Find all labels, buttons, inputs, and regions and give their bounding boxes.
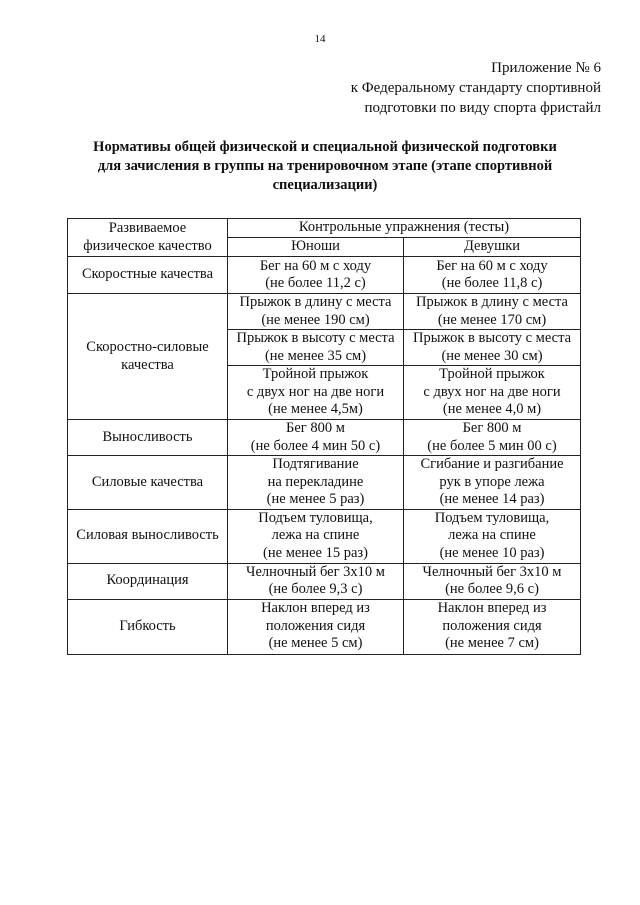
cell-line: (не менее 7 см) — [445, 635, 539, 652]
cell-line: (не менее 30 см) — [441, 347, 543, 364]
header-quality-line: Развиваемое — [108, 220, 187, 236]
appendix-line: подготовки по виду спорта фристайл — [364, 100, 601, 116]
cell-line: положения сидя — [265, 617, 366, 634]
title-line: для зачисления в группы на тренировочном этапе (этапе спортивной — [97, 158, 553, 174]
cell-line: Тройной прыжок — [439, 366, 545, 383]
page-number: 14 — [314, 33, 326, 45]
cell-line: на перекладине — [267, 473, 364, 490]
girls-norm-cell — [404, 456, 581, 510]
table-header — [68, 219, 581, 257]
cell-line: Сгибание и разгибание — [420, 456, 564, 472]
appendix-line: к Федеральному стандарту спортивной — [350, 80, 601, 96]
cell-line: лежа на спине — [448, 527, 536, 544]
table-row — [68, 456, 581, 510]
table-row — [68, 563, 581, 599]
cell-line: (не менее 15 раз) — [263, 544, 368, 561]
table-body — [68, 257, 581, 655]
girls-norm-cell — [404, 330, 581, 366]
cell-line: (не более 5 мин 00 с) — [427, 437, 557, 454]
girls-norm-cell — [404, 294, 581, 330]
girls-norm-cell — [404, 509, 581, 563]
cell-line: Бег 800 м — [286, 420, 345, 436]
boys-norm-cell — [228, 294, 404, 330]
quality-cell — [68, 563, 228, 599]
cell-line: (не менее 5 см) — [268, 635, 363, 652]
cell-line: (не более 9,3 с) — [268, 581, 363, 597]
standards-table — [67, 218, 581, 655]
cell-line: (не менее 4,5м) — [268, 401, 363, 418]
table-row — [68, 509, 581, 563]
cell-line: Подъем туловища, — [434, 509, 550, 526]
cell-line: (не менее 4,0 м) — [442, 401, 542, 418]
appendix-note — [351, 58, 601, 118]
girls-norm-cell — [404, 257, 581, 294]
appendix-line: Приложение № 6 — [491, 60, 601, 76]
girls-norm-cell — [404, 420, 581, 456]
cell-line: (не менее 190 см) — [261, 311, 370, 328]
table-row — [68, 420, 581, 456]
cell-line: положения сидя — [442, 617, 542, 634]
cell-line: Тройной прыжок — [262, 366, 369, 383]
quality-cell — [68, 599, 228, 654]
header-quality — [68, 219, 228, 257]
cell-line: Прыжок в высоту с места — [412, 330, 572, 346]
cell-line: Скоростно-силовые — [86, 339, 209, 355]
cell-line: (не более 9,6 с) — [445, 581, 539, 597]
cell-line: Наклон вперед из — [261, 600, 370, 617]
girls-norm-cell — [404, 599, 581, 654]
cell-line: Силовые качества — [91, 473, 204, 490]
cell-line: Бег на 60 м с ходу — [259, 257, 372, 274]
boys-norm-cell — [228, 563, 404, 599]
boys-norm-cell — [228, 456, 404, 510]
cell-line: Силовая выносливость — [76, 527, 219, 544]
cell-line: (не менее 170 см) — [437, 311, 547, 328]
cell-line: Гибкость — [119, 617, 176, 634]
cell-line: рук в упоре лежа — [439, 473, 545, 490]
document-title — [60, 138, 590, 195]
header-quality-line: физическое качество — [83, 237, 212, 254]
cell-line: Скоростные качества — [81, 266, 214, 283]
cell-line: Прыжок в длину с места — [239, 294, 392, 310]
table-row — [68, 599, 581, 654]
cell-line: Прыжок в высоту с места — [236, 330, 395, 346]
cell-line: Выносливость — [102, 428, 193, 445]
header-girls: Девушки — [404, 238, 581, 257]
cell-line: (не более 4 мин 50 с) — [250, 437, 381, 454]
boys-norm-cell — [228, 599, 404, 654]
table-row — [68, 294, 581, 330]
girls-norm-cell — [404, 563, 581, 599]
header-boys: Юноши — [228, 238, 404, 257]
cell-line: (не более 11,2 с) — [265, 275, 366, 291]
boys-norm-cell — [228, 420, 404, 456]
cell-line: с двух ног на две ноги — [423, 383, 561, 400]
quality-cell — [68, 257, 228, 294]
cell-line: с двух ног на две ноги — [246, 383, 385, 400]
boys-norm-cell — [228, 509, 404, 563]
cell-line: Бег на 60 м с ходу — [436, 257, 548, 274]
cell-line: Бег 800 м — [462, 420, 522, 436]
cell-line: (не менее 35 см) — [264, 347, 367, 364]
cell-line: качества — [121, 356, 174, 373]
cell-line: Челночный бег 3х10 м — [422, 563, 562, 580]
cell-line: Прыжок в длину с места — [416, 294, 568, 310]
cell-line: Подтягивание — [272, 456, 359, 472]
quality-cell — [68, 456, 228, 510]
quality-cell — [68, 294, 228, 420]
cell-line: Челночный бег 3х10 м — [246, 563, 385, 580]
cell-line: (не менее 10 раз) — [439, 544, 545, 561]
girls-norm-cell — [404, 366, 581, 420]
quality-cell — [68, 509, 228, 563]
title-line: Нормативы общей физической и специальной физической подготовки — [93, 139, 557, 155]
header-tests: Контрольные упражнения (тесты) — [228, 219, 581, 238]
cell-line: (не более 11,8 с) — [441, 275, 543, 291]
cell-line: Наклон вперед из — [437, 600, 547, 617]
boys-norm-cell — [228, 257, 404, 294]
cell-line: лежа на спине — [271, 527, 360, 544]
cell-line: (не менее 14 раз) — [439, 491, 545, 507]
boys-norm-cell — [228, 366, 404, 420]
cell-line: (не менее 5 раз) — [266, 491, 365, 507]
table-row — [68, 257, 581, 294]
cell-line: Координация — [106, 572, 189, 589]
boys-norm-cell — [228, 330, 404, 366]
title-line: специализации) — [272, 177, 378, 193]
cell-line: Подъем туловища, — [258, 509, 373, 526]
quality-cell — [68, 420, 228, 456]
